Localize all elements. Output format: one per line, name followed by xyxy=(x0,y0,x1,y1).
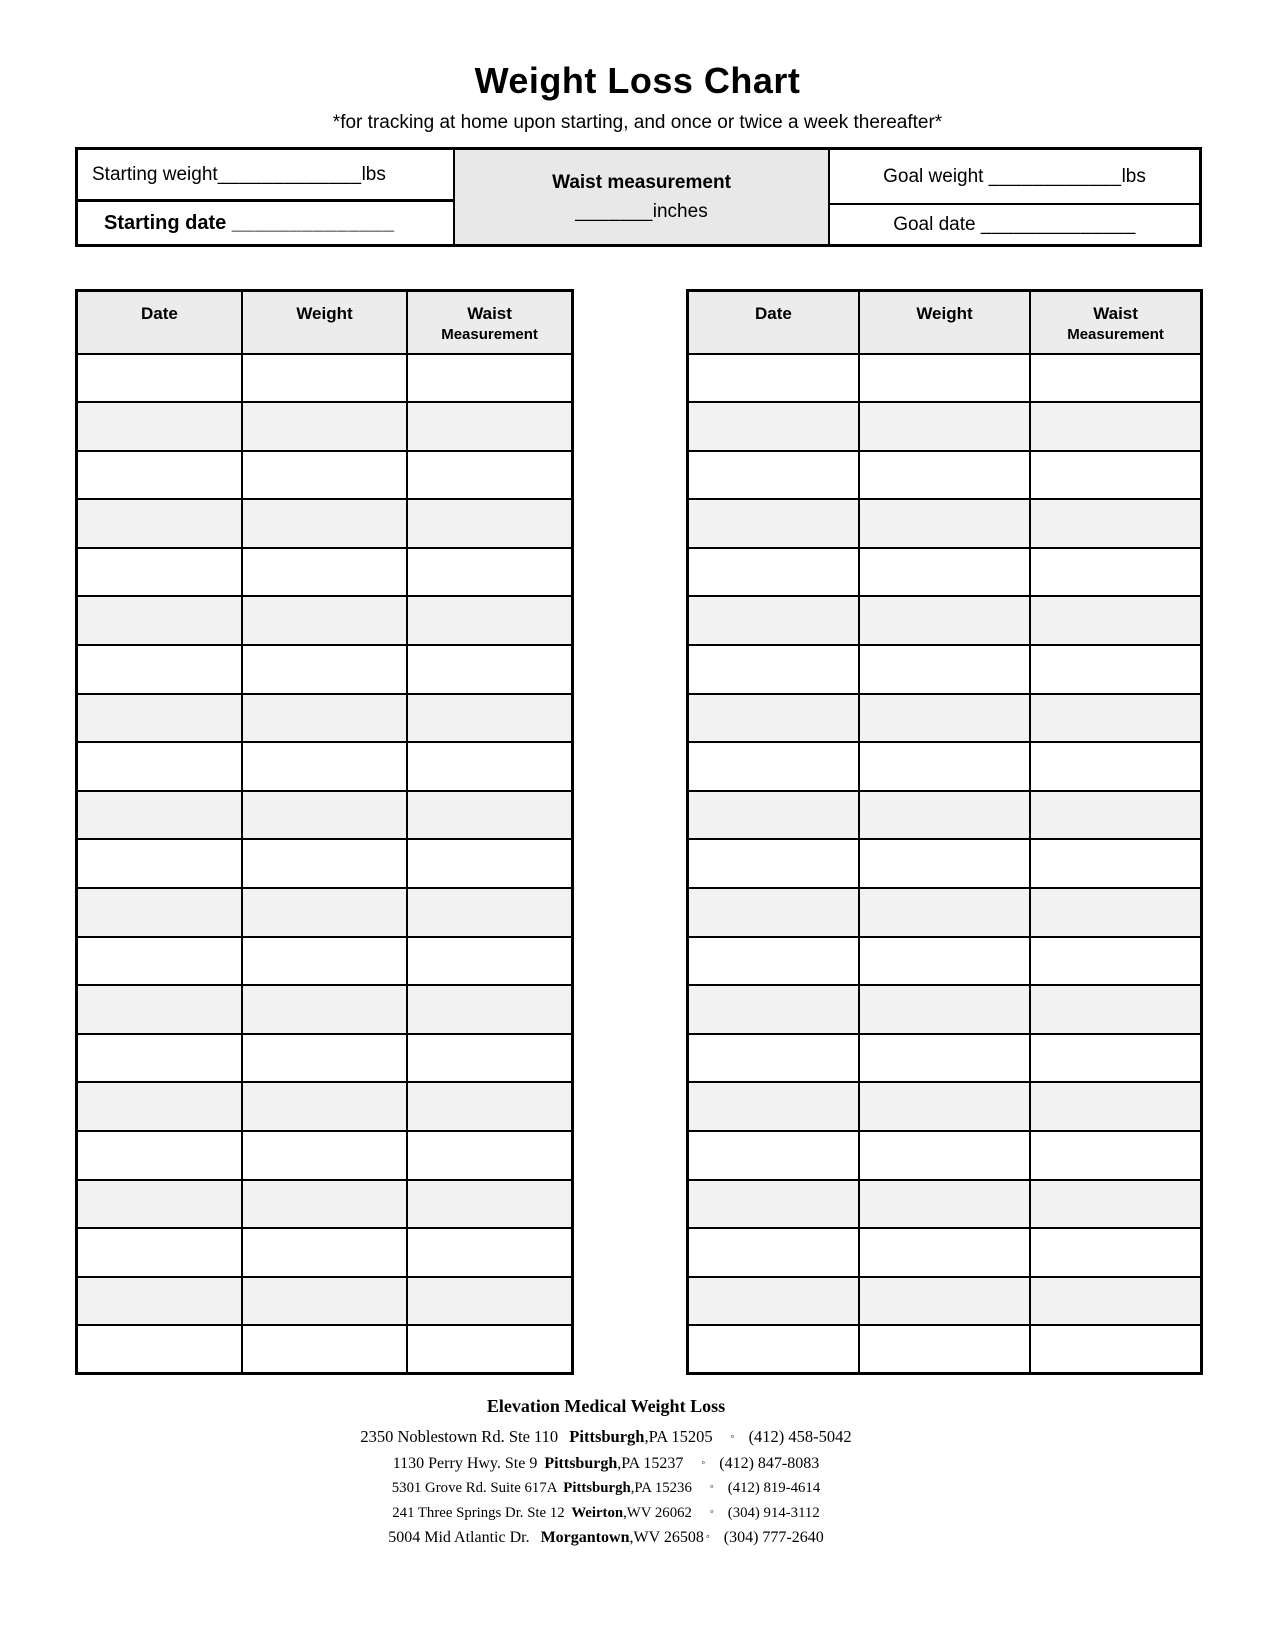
log-cell-empty xyxy=(688,937,859,986)
log-cell-empty xyxy=(859,1325,1030,1374)
log-row xyxy=(77,548,573,597)
log-cell-empty xyxy=(688,1131,859,1180)
goal-column xyxy=(828,150,1199,244)
page-title: Weight Loss Chart xyxy=(474,60,801,101)
log-row xyxy=(688,791,1202,840)
log-cell-empty xyxy=(1030,402,1201,451)
log-cell-empty xyxy=(407,791,572,840)
location-line xyxy=(0,1477,1212,1502)
log-table-body xyxy=(77,354,573,1374)
log-table-header xyxy=(77,291,573,354)
bullet-separator-icon: ◦ xyxy=(705,1531,710,1543)
waist-column-header xyxy=(407,291,572,354)
log-cell-empty xyxy=(859,985,1030,1034)
log-cell-empty xyxy=(407,839,572,888)
log-row xyxy=(77,1180,573,1229)
log-cell-empty xyxy=(242,742,407,791)
log-row xyxy=(688,548,1202,597)
waist-header-line2: Measurement xyxy=(1067,326,1164,343)
log-cell-empty xyxy=(688,645,859,694)
waist-column-header xyxy=(1030,291,1201,354)
log-row xyxy=(77,791,573,840)
location-city: Weirton xyxy=(571,1504,624,1521)
date-column-header: Date xyxy=(688,291,859,354)
starting-weight-unit: lbs xyxy=(361,163,386,185)
log-cell-empty xyxy=(1030,1228,1201,1277)
log-cell-empty xyxy=(1030,694,1201,743)
log-cell-empty xyxy=(242,985,407,1034)
location-line xyxy=(0,1452,1212,1478)
starting-date-field xyxy=(78,202,453,244)
location-phone: (304) 777-2640 xyxy=(723,1529,824,1546)
log-cell-empty xyxy=(242,1228,407,1277)
log-cell-empty xyxy=(1030,1277,1201,1326)
log-cell-empty xyxy=(407,1082,572,1131)
starting-weight-field xyxy=(78,150,453,202)
log-row xyxy=(77,839,573,888)
location-city: Morgantown xyxy=(540,1529,630,1546)
log-cell-empty xyxy=(77,1325,242,1374)
waist-header-line1: Waist xyxy=(1093,304,1138,323)
log-cell-empty xyxy=(688,548,859,597)
footer xyxy=(0,1396,1212,1552)
bullet-separator-icon: ◦ xyxy=(709,1505,714,1518)
log-row xyxy=(688,1034,1202,1083)
log-cell-empty xyxy=(242,694,407,743)
log-cell-empty xyxy=(1030,742,1201,791)
log-row xyxy=(688,742,1202,791)
log-row xyxy=(688,1082,1202,1131)
log-row xyxy=(688,888,1202,937)
log-row xyxy=(688,694,1202,743)
log-row xyxy=(77,1082,573,1131)
location-region: ,PA 15205 xyxy=(644,1427,713,1446)
log-cell-empty xyxy=(688,1325,859,1374)
log-cell-empty xyxy=(1030,548,1201,597)
log-cell-empty xyxy=(688,1082,859,1131)
log-cell-empty xyxy=(242,1325,407,1374)
log-cell-empty xyxy=(77,1131,242,1180)
summary-box xyxy=(75,147,1202,247)
log-cell-empty xyxy=(688,499,859,548)
log-cell-empty xyxy=(77,354,242,403)
location-phone: (412) 819-4614 xyxy=(727,1480,821,1496)
waist-measurement-cell xyxy=(453,150,828,244)
log-row xyxy=(688,1228,1202,1277)
location-phone: (412) 458-5042 xyxy=(748,1427,852,1446)
log-cell-empty xyxy=(407,1034,572,1083)
log-cell-empty xyxy=(688,985,859,1034)
log-cell-empty xyxy=(859,548,1030,597)
log-row xyxy=(688,1131,1202,1180)
log-row xyxy=(77,694,573,743)
goal-weight-field xyxy=(830,150,1199,205)
goal-weight-unit: lbs xyxy=(1121,165,1146,187)
log-row xyxy=(688,499,1202,548)
log-cell-empty xyxy=(407,645,572,694)
log-cell-empty xyxy=(77,1180,242,1229)
log-cell-empty xyxy=(1030,499,1201,548)
log-cell-empty xyxy=(77,742,242,791)
log-cell-empty xyxy=(859,888,1030,937)
log-row xyxy=(77,985,573,1034)
log-row xyxy=(688,985,1202,1034)
log-cell-empty xyxy=(859,1034,1030,1083)
goal-date-blank: ______________ xyxy=(980,213,1136,235)
weight-log-table-left xyxy=(75,289,574,1375)
log-cell-empty xyxy=(242,596,407,645)
weight-column-header: Weight xyxy=(859,291,1030,354)
bullet-separator-icon: ◦ xyxy=(730,1431,735,1443)
log-cell-empty xyxy=(688,742,859,791)
log-cell-empty xyxy=(242,1277,407,1326)
log-cell-empty xyxy=(407,402,572,451)
clinic-name: Elevation Medical Weight Loss xyxy=(486,1396,726,1416)
starting-weight-label: Starting weight xyxy=(92,163,218,185)
log-cell-empty xyxy=(407,985,572,1034)
log-row xyxy=(77,937,573,986)
log-cell-empty xyxy=(859,499,1030,548)
log-cell-empty xyxy=(1030,985,1201,1034)
log-row xyxy=(688,1325,1202,1374)
goal-date-field xyxy=(830,205,1199,244)
log-cell-empty xyxy=(859,937,1030,986)
log-cell-empty xyxy=(859,354,1030,403)
log-row xyxy=(688,1277,1202,1326)
log-cell-empty xyxy=(242,1034,407,1083)
log-row xyxy=(77,1277,573,1326)
log-row xyxy=(77,596,573,645)
log-cell-empty xyxy=(77,1082,242,1131)
log-cell-empty xyxy=(407,1325,572,1374)
location-line xyxy=(0,1425,1212,1452)
date-column-header: Date xyxy=(77,291,242,354)
log-cell-empty xyxy=(242,645,407,694)
log-cell-empty xyxy=(77,1034,242,1083)
log-cell-empty xyxy=(688,1034,859,1083)
location-city: Pittsburgh xyxy=(544,1454,618,1472)
log-cell-empty xyxy=(688,1228,859,1277)
log-cell-empty xyxy=(688,888,859,937)
log-cell-empty xyxy=(1030,354,1201,403)
location-city: Pittsburgh xyxy=(569,1427,645,1446)
location-street: 241 Three Springs Dr. Ste 12 xyxy=(392,1504,569,1521)
log-cell-empty xyxy=(688,1180,859,1229)
log-cell-empty xyxy=(407,694,572,743)
log-cell-empty xyxy=(859,1082,1030,1131)
log-cell-empty xyxy=(77,645,242,694)
log-cell-empty xyxy=(688,839,859,888)
log-row xyxy=(77,742,573,791)
log-row xyxy=(688,451,1202,500)
starting-date-blank: ______________ xyxy=(231,211,395,234)
header-row xyxy=(688,291,1202,354)
log-row xyxy=(77,402,573,451)
log-cell-empty xyxy=(1030,1131,1201,1180)
log-cell-empty xyxy=(77,499,242,548)
log-cell-empty xyxy=(407,596,572,645)
location-line xyxy=(0,1502,1212,1527)
log-row xyxy=(77,1034,573,1083)
log-cell-empty xyxy=(77,1277,242,1326)
log-cell-empty xyxy=(859,1180,1030,1229)
footer-locations xyxy=(0,1425,1212,1552)
log-cell-empty xyxy=(407,937,572,986)
log-cell-empty xyxy=(1030,1325,1201,1374)
log-cell-empty xyxy=(1030,937,1201,986)
log-cell-empty xyxy=(242,839,407,888)
log-row xyxy=(77,888,573,937)
log-table-body xyxy=(688,354,1202,1374)
log-cell-empty xyxy=(407,742,572,791)
log-row xyxy=(688,1180,1202,1229)
location-region: ,WV 26508 xyxy=(629,1529,704,1546)
location-region: ,PA 15236 xyxy=(630,1480,692,1496)
starting-weight-blank: _____________ xyxy=(217,163,362,185)
log-cell-empty xyxy=(242,451,407,500)
log-row xyxy=(688,402,1202,451)
log-row xyxy=(688,354,1202,403)
location-city: Pittsburgh xyxy=(563,1480,631,1496)
log-cell-empty xyxy=(859,742,1030,791)
log-cell-empty xyxy=(859,402,1030,451)
log-cell-empty xyxy=(1030,839,1201,888)
log-cell-empty xyxy=(1030,1180,1201,1229)
log-cell-empty xyxy=(1030,888,1201,937)
header-row xyxy=(77,291,573,354)
log-cell-empty xyxy=(1030,645,1201,694)
location-phone: (304) 914-3112 xyxy=(727,1504,820,1521)
log-cell-empty xyxy=(242,1180,407,1229)
waist-unit: inches xyxy=(652,201,708,222)
log-cell-empty xyxy=(242,888,407,937)
weight-column-header: Weight xyxy=(242,291,407,354)
bullet-separator-icon: ◦ xyxy=(709,1481,714,1493)
bullet-separator-icon: ◦ xyxy=(701,1456,706,1469)
log-cell-empty xyxy=(859,694,1030,743)
log-cell-empty xyxy=(859,1131,1030,1180)
log-cell-empty xyxy=(242,548,407,597)
waist-measurement-field xyxy=(575,197,707,226)
log-cell-empty xyxy=(859,645,1030,694)
location-street: 2350 Noblestown Rd. Ste 110 xyxy=(360,1427,563,1446)
starting-column xyxy=(78,150,453,244)
log-cell-empty xyxy=(859,839,1030,888)
log-cell-empty xyxy=(688,1277,859,1326)
log-row xyxy=(77,1131,573,1180)
goal-date-label: Goal date xyxy=(893,213,976,235)
waist-header-line2: Measurement xyxy=(441,326,538,343)
location-phone: (412) 847-8083 xyxy=(719,1454,820,1472)
log-row xyxy=(77,1325,573,1374)
location-street: 5004 Mid Atlantic Dr. xyxy=(388,1529,534,1546)
log-cell-empty xyxy=(407,1180,572,1229)
location-region: ,WV 26062 xyxy=(623,1504,692,1521)
log-cell-empty xyxy=(407,499,572,548)
log-cell-empty xyxy=(688,791,859,840)
log-row xyxy=(688,839,1202,888)
log-cell-empty xyxy=(77,839,242,888)
log-cell-empty xyxy=(77,596,242,645)
goal-weight-blank: ____________ xyxy=(988,165,1122,187)
log-cell-empty xyxy=(688,596,859,645)
log-cell-empty xyxy=(688,354,859,403)
location-line xyxy=(0,1526,1212,1552)
log-row xyxy=(77,499,573,548)
log-cell-empty xyxy=(77,402,242,451)
log-cell-empty xyxy=(859,1277,1030,1326)
log-cell-empty xyxy=(407,1277,572,1326)
log-cell-empty xyxy=(1030,791,1201,840)
log-cell-empty xyxy=(77,548,242,597)
log-cell-empty xyxy=(77,937,242,986)
log-cell-empty xyxy=(407,1228,572,1277)
log-cell-empty xyxy=(859,596,1030,645)
log-row xyxy=(688,937,1202,986)
waist-measurement-label: Waist measurement xyxy=(552,172,731,193)
waist-blank: _______ xyxy=(575,201,653,222)
log-cell-empty xyxy=(407,888,572,937)
log-cell-empty xyxy=(688,402,859,451)
log-cell-empty xyxy=(407,548,572,597)
goal-weight-label: Goal weight xyxy=(883,165,984,187)
log-cell-empty xyxy=(77,694,242,743)
log-cell-empty xyxy=(242,499,407,548)
log-table-header xyxy=(688,291,1202,354)
weight-log-table-right xyxy=(686,289,1203,1375)
log-cell-empty xyxy=(688,451,859,500)
log-cell-empty xyxy=(688,694,859,743)
log-cell-empty xyxy=(242,937,407,986)
log-cell-empty xyxy=(242,791,407,840)
log-cell-empty xyxy=(1030,1034,1201,1083)
log-cell-empty xyxy=(859,451,1030,500)
log-cell-empty xyxy=(1030,596,1201,645)
log-cell-empty xyxy=(407,1131,572,1180)
log-cell-empty xyxy=(77,985,242,1034)
log-row xyxy=(77,645,573,694)
log-cell-empty xyxy=(1030,1082,1201,1131)
log-cell-empty xyxy=(407,451,572,500)
log-row xyxy=(77,354,573,403)
log-row xyxy=(77,451,573,500)
starting-date-label: Starting date xyxy=(104,211,227,234)
location-region: ,PA 15237 xyxy=(617,1454,684,1472)
log-cell-empty xyxy=(1030,451,1201,500)
location-street: 5301 Grove Rd. Suite 617A xyxy=(391,1480,561,1496)
log-cell-empty xyxy=(407,354,572,403)
location-street: 1130 Perry Hwy. Ste 9 xyxy=(392,1454,542,1472)
log-cell-empty xyxy=(77,791,242,840)
log-cell-empty xyxy=(859,1228,1030,1277)
log-cell-empty xyxy=(242,1082,407,1131)
log-row xyxy=(688,645,1202,694)
log-cell-empty xyxy=(77,1228,242,1277)
log-cell-empty xyxy=(77,451,242,500)
log-cell-empty xyxy=(242,354,407,403)
page-subtitle: *for tracking at home upon starting, and once or twice a week thereafter* xyxy=(332,112,943,133)
log-row xyxy=(77,1228,573,1277)
log-row xyxy=(688,596,1202,645)
log-cell-empty xyxy=(242,1131,407,1180)
log-cell-empty xyxy=(859,791,1030,840)
log-cell-empty xyxy=(77,888,242,937)
waist-header-line1: Waist xyxy=(467,304,512,323)
log-cell-empty xyxy=(242,402,407,451)
